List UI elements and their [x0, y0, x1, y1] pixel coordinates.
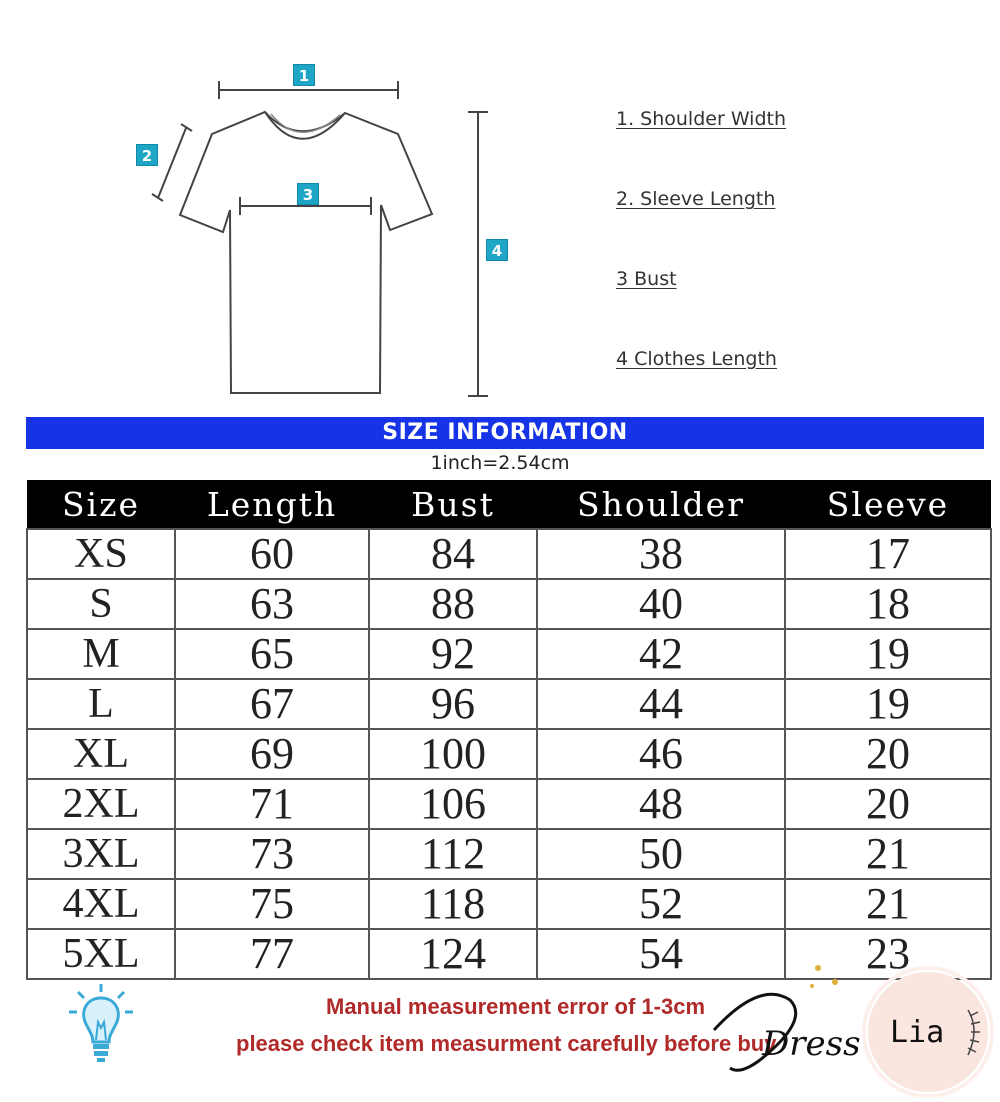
legend-bust: 3 Bust	[616, 268, 677, 290]
header-size: Size	[27, 480, 175, 529]
badge-shoulder: 1	[293, 64, 315, 86]
cell-shoulder: 42	[537, 629, 785, 679]
cell-bust: 112	[369, 829, 537, 879]
dresslia-logo-graphic	[700, 960, 1000, 1097]
cell-size: M	[27, 629, 175, 679]
cell-length: 77	[175, 929, 369, 979]
cell-size: XL	[27, 729, 175, 779]
cell-sleeve: 20	[785, 729, 991, 779]
cell-length: 60	[175, 529, 369, 579]
cell-shoulder: 52	[537, 879, 785, 929]
legend-sleeve-length: 2. Sleeve Length	[616, 188, 776, 210]
header-length: Length	[175, 480, 369, 529]
cell-bust: 124	[369, 929, 537, 979]
cell-shoulder: 40	[537, 579, 785, 629]
cell-length: 63	[175, 579, 369, 629]
cell-shoulder: 50	[537, 829, 785, 879]
cell-size: XS	[27, 529, 175, 579]
cell-size: 3XL	[27, 829, 175, 879]
cell-shoulder: 38	[537, 529, 785, 579]
cell-length: 69	[175, 729, 369, 779]
cell-size: S	[27, 579, 175, 629]
cell-sleeve: 18	[785, 579, 991, 629]
cell-sleeve: 19	[785, 679, 991, 729]
cell-shoulder: 44	[537, 679, 785, 729]
unit-conversion-note: 1inch=2.54cm	[430, 452, 570, 474]
header-shoulder: Shoulder	[537, 480, 785, 529]
table-row	[27, 579, 991, 629]
cell-bust: 84	[369, 529, 537, 579]
cell-shoulder: 54	[537, 929, 785, 979]
table-row	[27, 829, 991, 879]
header-bust: Bust	[369, 480, 537, 529]
cell-shoulder: 48	[537, 779, 785, 829]
cell-length: 67	[175, 679, 369, 729]
notice-measurement-error: Manual measurement error of 1-3cm	[326, 994, 706, 1019]
cell-size: 5XL	[27, 929, 175, 979]
cell-size: 2XL	[27, 779, 175, 829]
lightbulb-icon	[64, 980, 138, 1066]
badge-length: 4	[486, 239, 508, 261]
tshirt-measurement-diagram	[0, 0, 1000, 410]
cell-sleeve: 20	[785, 779, 991, 829]
cell-sleeve: 19	[785, 629, 991, 679]
cell-bust: 100	[369, 729, 537, 779]
logo-text-dress: Dress	[762, 1024, 861, 1064]
cell-length: 65	[175, 629, 369, 679]
table-header-row	[27, 480, 991, 529]
cell-sleeve: 21	[785, 829, 991, 879]
logo-text-lia: Lia	[890, 1015, 945, 1050]
table-row	[27, 529, 991, 579]
legend-clothes-length: 4 Clothes Length	[616, 348, 777, 370]
cell-length: 71	[175, 779, 369, 829]
cell-bust: 92	[369, 629, 537, 679]
cell-sleeve: 21	[785, 879, 991, 929]
cell-shoulder: 46	[537, 729, 785, 779]
cell-size: 4XL	[27, 879, 175, 929]
badge-bust: 3	[297, 183, 319, 205]
dresslia-logo	[700, 960, 1000, 1097]
cell-size: L	[27, 679, 175, 729]
cell-bust: 118	[369, 879, 537, 929]
table-row	[27, 879, 991, 929]
cell-length: 73	[175, 829, 369, 879]
size-chart-table	[26, 480, 992, 980]
cell-sleeve: 23	[785, 929, 991, 979]
cell-bust: 96	[369, 679, 537, 729]
header-sleeve: Sleeve	[785, 480, 991, 529]
cell-length: 75	[175, 879, 369, 929]
cell-bust: 106	[369, 779, 537, 829]
cell-sleeve: 17	[785, 529, 991, 579]
table-row	[27, 779, 991, 829]
legend-shoulder-width: 1. Shoulder Width	[616, 108, 787, 130]
notice-check-carefully: please check item measurment carefully before buy	[236, 1031, 777, 1056]
size-information-banner: SIZE INFORMATION	[26, 417, 984, 449]
table-row	[27, 729, 991, 779]
tshirt-outline	[180, 112, 432, 393]
table-row	[27, 629, 991, 679]
badge-sleeve: 2	[136, 144, 158, 166]
table-row	[27, 679, 991, 729]
cell-bust: 88	[369, 579, 537, 629]
